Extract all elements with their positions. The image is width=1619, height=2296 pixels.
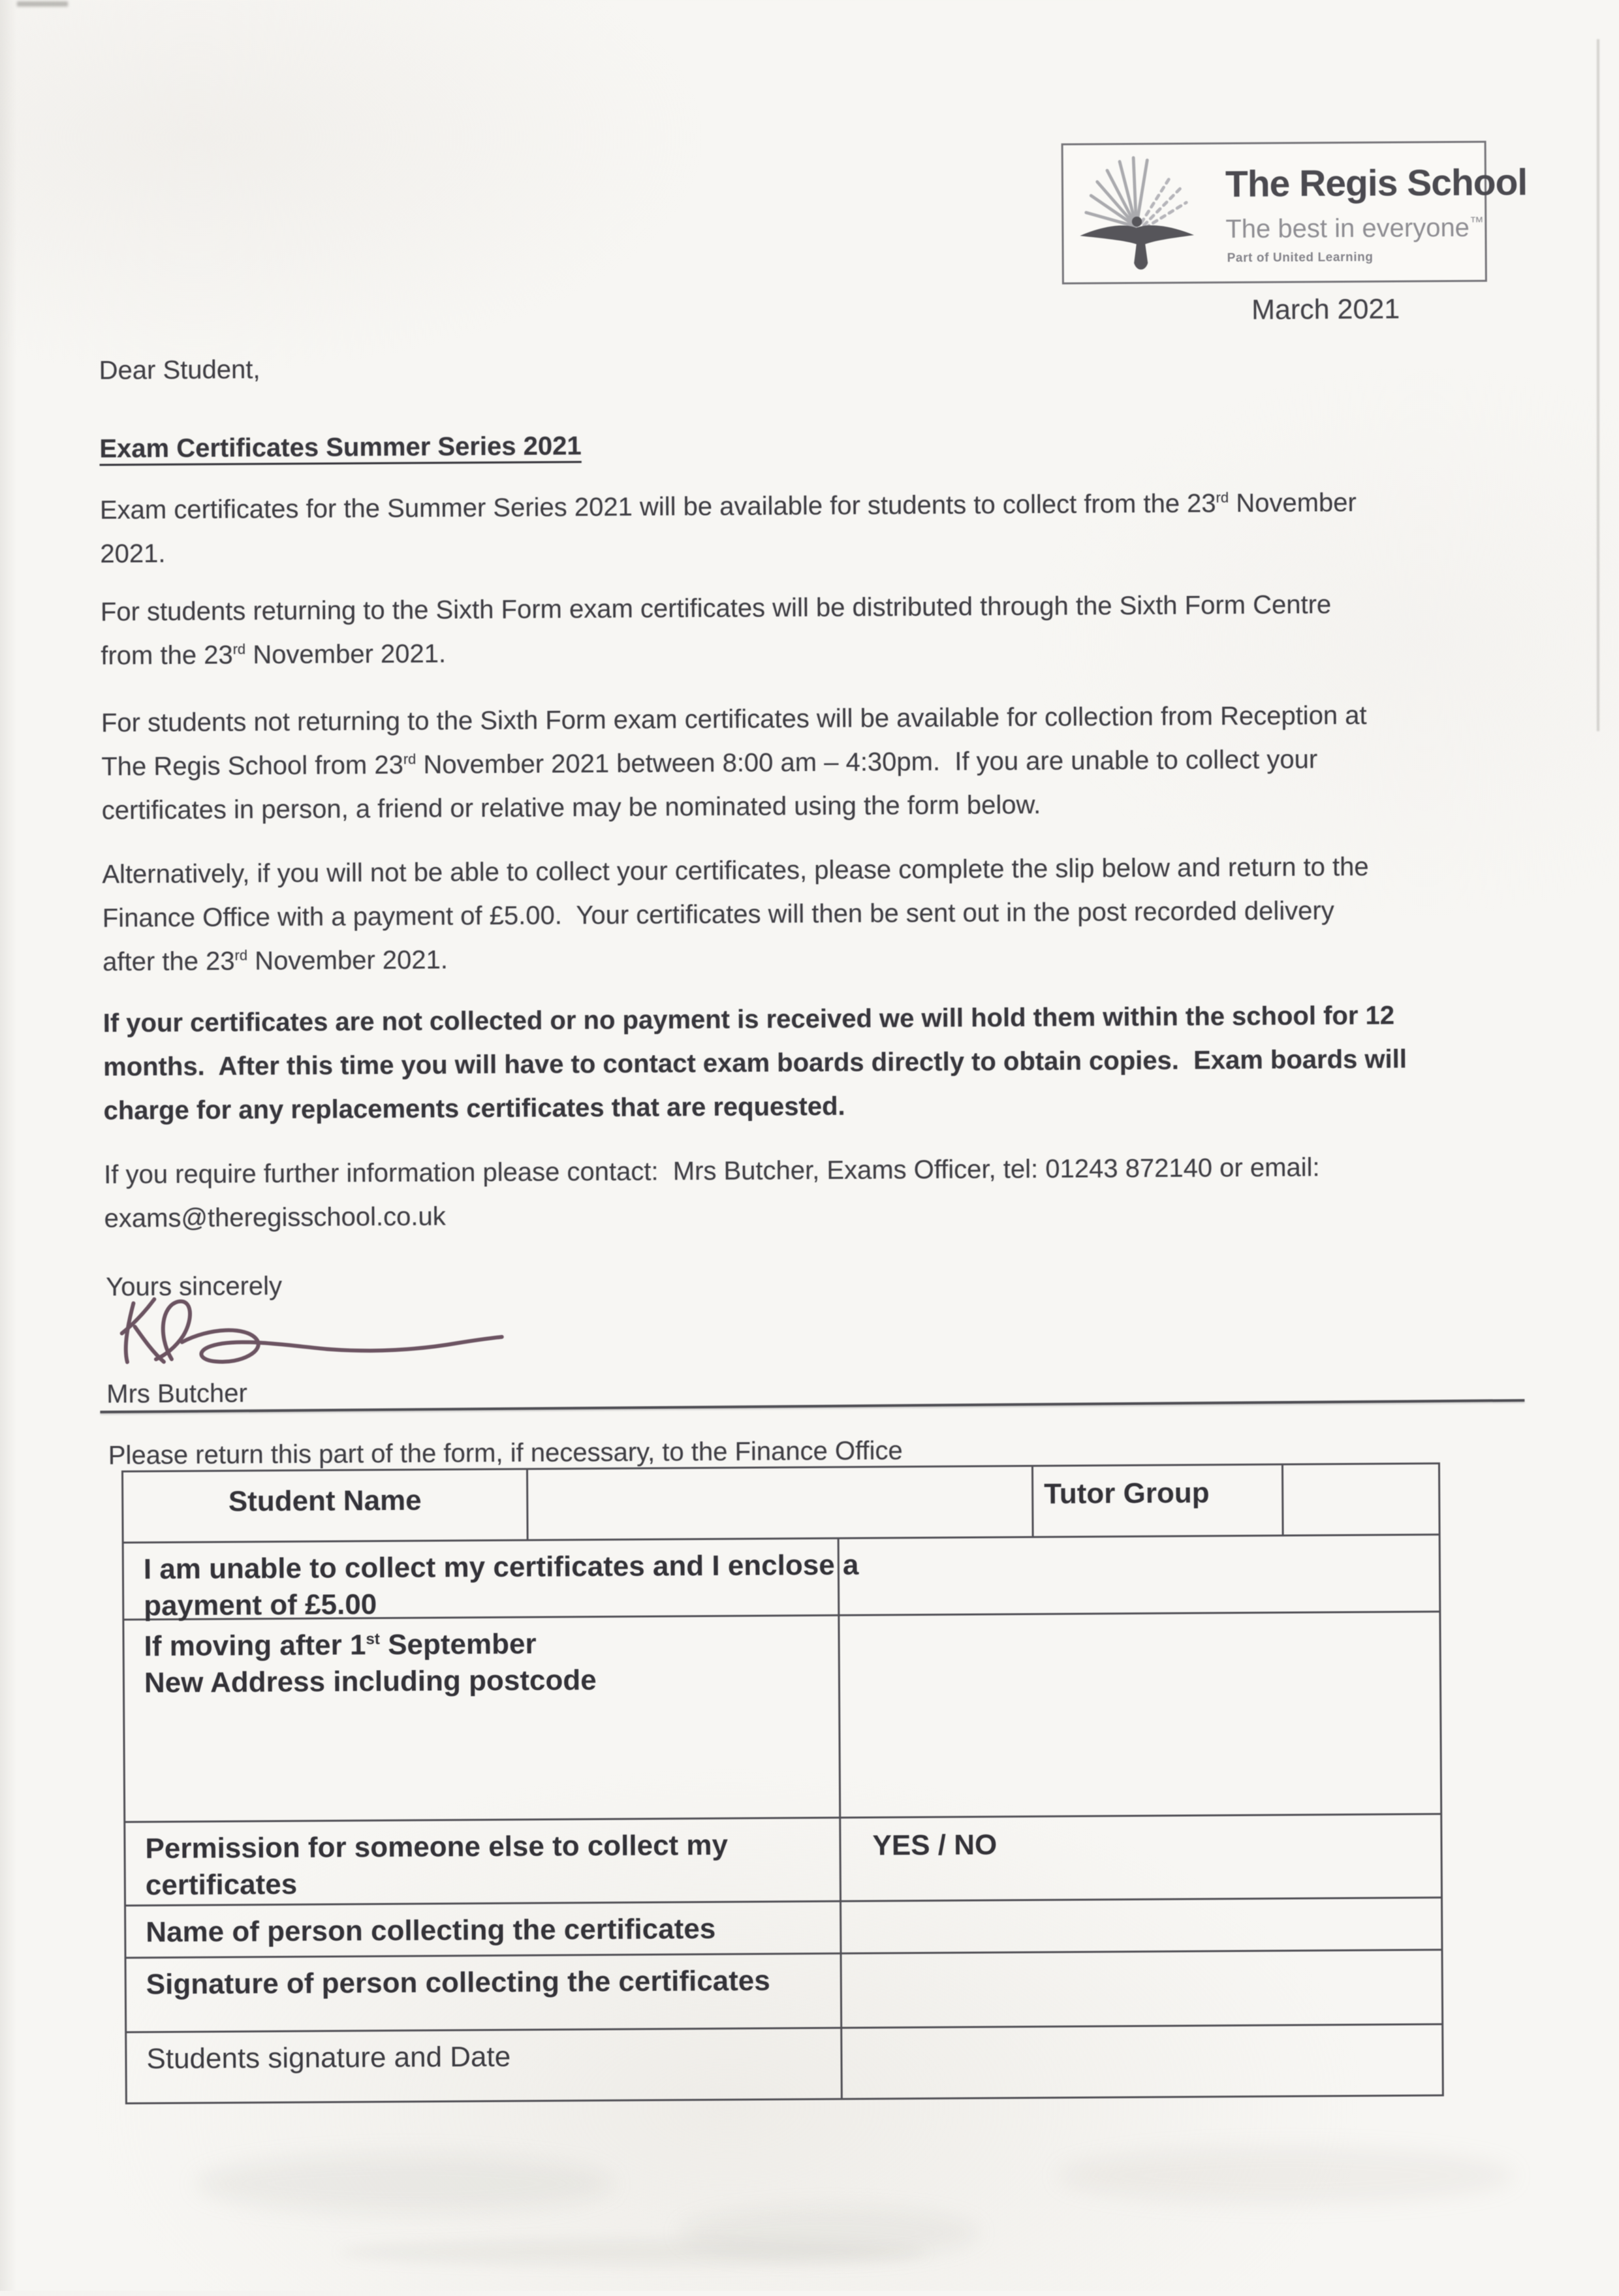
school-name: The Regis School: [1225, 161, 1528, 206]
return-slip-table: [121, 1462, 1444, 2104]
subject-heading: Exam Certificates Summer Series 2021: [99, 432, 582, 464]
return-instruction: Please return this part of the form, if necessary, to the Finance Office: [108, 1436, 903, 1470]
row-value-cell: [841, 1898, 1441, 1953]
paragraph-not-returning: For students not returning to the Sixth Form exam certificates will be available for collection from Reception at The Regis School from 23rd November 2021 between 8:00 am – 4:30pm. If you are unable to collect your certificates in person, a friend or relative may be nominated using the form below.: [101, 700, 1367, 825]
table-row-new-address: [124, 1611, 1440, 1821]
yes-no-value: YES / NO: [872, 1829, 998, 1862]
table-row-collector-signature: [127, 1949, 1442, 2031]
handwritten-signature-image: [111, 1287, 516, 1381]
phoenix-bird-logo-icon: [1073, 152, 1209, 278]
table-row-collector-name: [126, 1896, 1441, 1957]
school-logo-box: [1061, 141, 1528, 285]
letter-date: March 2021: [1251, 293, 1400, 326]
divider-line: [100, 1399, 1524, 1413]
table-row-permission: [125, 1813, 1441, 1904]
row-label: Name of person collecting the certificates: [126, 1902, 841, 1957]
paragraph-retention-warning: If your certificates are not collected or no payment is received we will hold them within the school for 12 months. After this time you will have to contact exam boards directly to obtain copies. Exam boards will charge for any replacements certificates that are requested.: [102, 1001, 1407, 1125]
row-label: If moving after 1st September New Address including postcode: [124, 1616, 841, 1821]
student-name-input-cell: [528, 1467, 1034, 1539]
paragraph-availability: Exam certificates for the Summer Series 2021 will be available for students to collect from the 23rd November 2021.: [99, 488, 1357, 569]
logo-subtext: Part of United Learning: [1227, 250, 1374, 266]
salutation: Dear Student,: [99, 355, 260, 385]
table-header-row: [123, 1464, 1439, 1541]
row-label: Students signature and Date: [127, 2029, 843, 2103]
row-label: Permission for someone else to collect my certificates: [125, 1819, 841, 1905]
row-value-cell: [842, 1951, 1442, 2027]
table-row-student-signature: [127, 2023, 1442, 2102]
paragraph-postal-option: Alternatively, if you will not be able to collect your certificates, please complete the slip below and return to the Finance Office with a payment of £5.00. Your certificates will then be sent out in the post recorded delivery after the 23rd November 2021.: [102, 852, 1369, 977]
row-value-cell: [842, 2025, 1442, 2098]
table-row-unable-to-collect: [124, 1533, 1439, 1622]
row-value-cell: [840, 1535, 1439, 1614]
row-value-cell: [840, 1612, 1440, 1817]
closing: Yours sincerely: [106, 1271, 283, 1302]
school-tagline: The best in everyone™: [1225, 213, 1484, 244]
row-label: I am unable to collect my certificates and I enclose a payment of £5.00: [124, 1539, 840, 1619]
student-name-label: Student Name: [123, 1470, 529, 1542]
row-label: Signature of person collecting the certificates: [127, 1955, 843, 2032]
paragraph-sixth-form-returning: For students returning to the Sixth Form exam certificates will be distributed through the Sixth Form Centre from the 23rd November 2021.: [100, 590, 1332, 670]
tutor-group-input-cell: [1283, 1464, 1439, 1534]
paragraph-contact-info: If you require further information please contact: Mrs Butcher, Exams Officer, tel: 01243 872140 or email: exams@theregisschool.co.uk: [104, 1153, 1320, 1233]
signatory-name: Mrs Butcher: [106, 1379, 247, 1409]
tutor-group-label: Tutor Group: [1033, 1466, 1284, 1536]
